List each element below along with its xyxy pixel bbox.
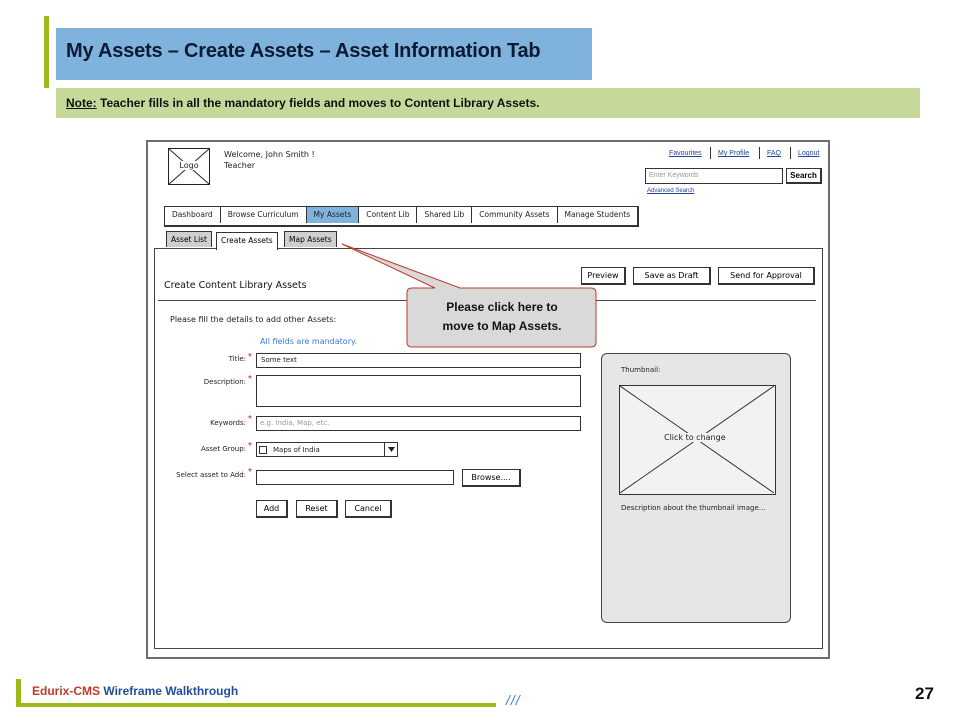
note <box>66 96 539 110</box>
thumbnail-description: Description about the thumbnail image... <box>621 504 766 512</box>
required-mark: * <box>248 467 252 478</box>
nav-community-assets[interactable]: Community Assets <box>472 207 557 223</box>
favourites-link[interactable]: Favourites <box>669 150 702 157</box>
save-as-draft-button[interactable]: Save as Draft <box>633 267 711 285</box>
asset-group-label: Asset Group: <box>200 445 246 453</box>
nav-content-lib[interactable]: Content Lib <box>359 207 417 223</box>
required-mark: * <box>248 374 252 385</box>
note-body: Teacher fills in all the mandatory fields and moves to Content Library Assets. <box>96 96 540 110</box>
faq-link[interactable]: FAQ <box>767 150 782 157</box>
link-separator <box>790 147 791 159</box>
description-input[interactable] <box>256 375 581 407</box>
section-title: Create Content Library Assets <box>164 280 307 291</box>
callout-line-2: move to Map Assets. <box>442 319 562 333</box>
callout-text <box>410 298 594 336</box>
click-to-change-label[interactable]: Click to change <box>664 433 726 442</box>
callout-bubble <box>300 230 600 355</box>
send-for-approval-button[interactable]: Send for Approval <box>718 267 815 285</box>
form-instructions: Please fill the details to add other Assets: <box>170 315 337 324</box>
title-input[interactable] <box>256 353 581 368</box>
link-separator <box>710 147 711 159</box>
tab-asset-list[interactable]: Asset List <box>166 231 212 247</box>
footer-line <box>16 703 496 707</box>
asset-group-value: Maps of India <box>273 446 320 454</box>
required-mark: * <box>248 414 252 425</box>
cancel-button[interactable]: Cancel <box>345 500 392 518</box>
preview-button[interactable]: Preview <box>581 267 626 285</box>
thumbnail-label: Thumbnail: <box>621 366 661 374</box>
keywords-placeholder: e.g. India, Map, etc. <box>260 419 330 427</box>
logout-link[interactable]: Logout <box>798 150 820 157</box>
keywords-label: Keywords: <box>210 419 246 427</box>
search-button[interactable]: Search <box>786 168 822 184</box>
callout-line-1: Please click here to <box>446 300 558 314</box>
title-input-value: Some text <box>261 356 297 364</box>
select-asset-input[interactable] <box>256 470 454 485</box>
footer-brand: Edurix-CMS <box>32 684 101 698</box>
select-asset-label: Select asset to Add: <box>176 471 246 479</box>
advanced-search-link[interactable]: Advanced Search <box>647 188 695 194</box>
tab-create-assets[interactable]: Create Assets <box>216 232 278 250</box>
tab-map-assets[interactable]: Map Assets <box>284 231 337 247</box>
nav-my-assets[interactable]: My Assets <box>307 207 360 223</box>
required-mark: * <box>248 352 252 363</box>
welcome-text: Welcome, John Smith ! <box>224 150 315 159</box>
link-separator <box>759 147 760 159</box>
browse-button[interactable]: Browse.... <box>462 469 521 487</box>
nav-manage-students[interactable]: Manage Students <box>558 207 638 223</box>
description-label: Description: <box>203 378 246 386</box>
search-placeholder: Enter Keywords <box>649 172 699 179</box>
reset-button[interactable]: Reset <box>296 500 338 518</box>
nav-dashboard[interactable]: Dashboard <box>165 207 221 223</box>
chevron-down-icon <box>385 442 398 457</box>
required-mark: * <box>248 441 252 452</box>
logo-label: Logo <box>172 161 206 170</box>
checkbox-icon <box>259 446 267 454</box>
mandatory-note: All fields are mandatory. <box>260 337 358 346</box>
nav-browse-curriculum[interactable]: Browse Curriculum <box>221 207 307 223</box>
footer-slashes: /// <box>506 692 521 708</box>
nav-shared-lib[interactable]: Shared Lib <box>417 207 472 223</box>
title-label: Title: <box>228 355 246 363</box>
footer-subtitle: Wireframe Walkthrough <box>100 684 239 698</box>
dropdown-button[interactable] <box>384 442 398 457</box>
note-label: Note: <box>66 96 97 110</box>
title-accent-bar <box>44 16 49 88</box>
my-profile-link[interactable]: My Profile <box>718 150 750 157</box>
add-button[interactable]: Add <box>256 500 288 518</box>
main-navigation <box>164 206 639 227</box>
footer-title <box>32 684 238 698</box>
page-number: 27 <box>915 684 934 703</box>
user-role: Teacher <box>224 161 256 170</box>
slide-title: My Assets – Create Assets – Asset Information Tab <box>66 40 541 62</box>
